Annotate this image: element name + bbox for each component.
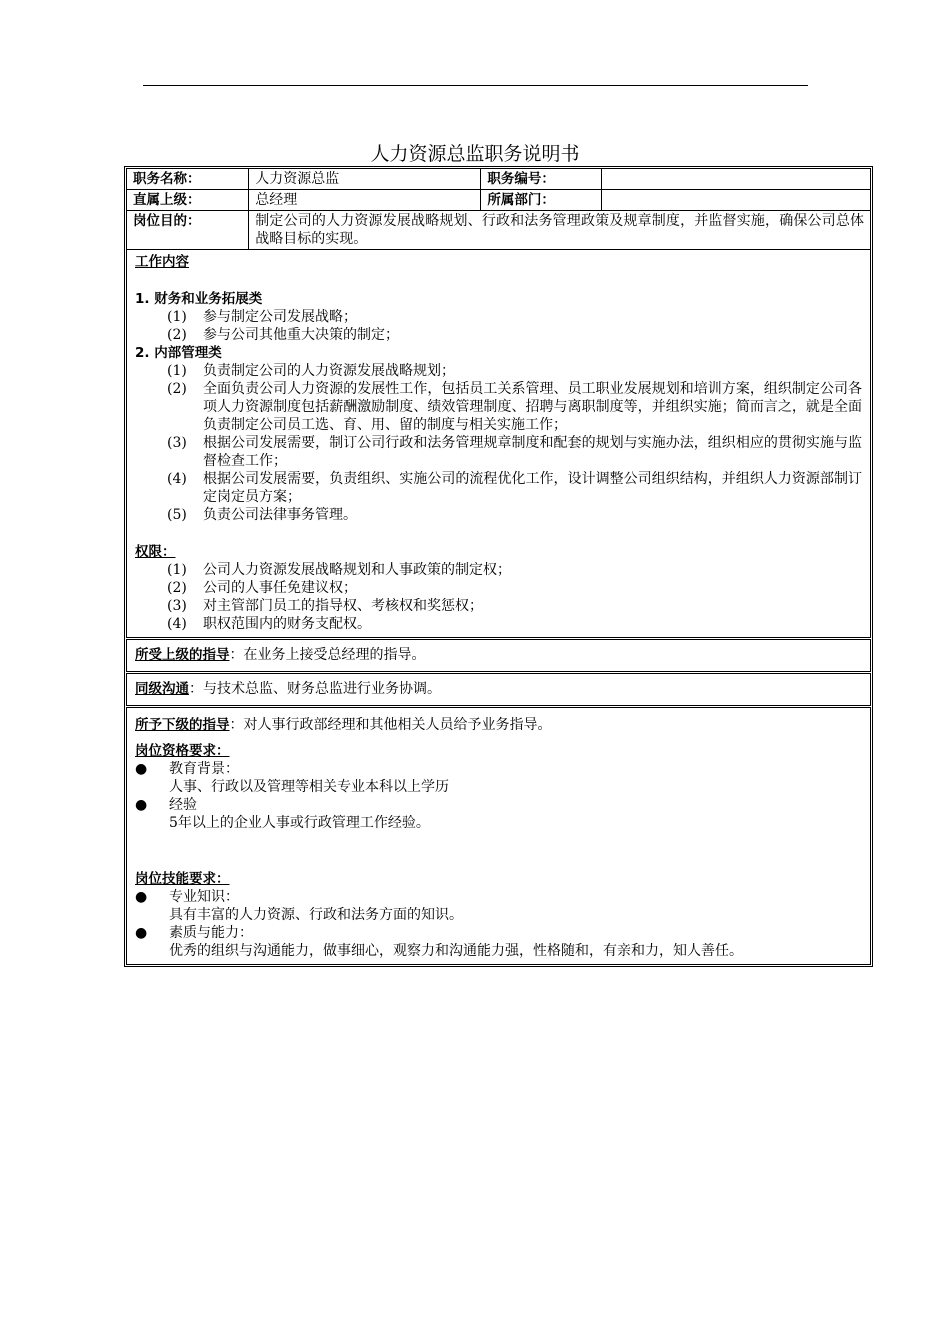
superior-label: 所受上级的指导 <box>135 647 230 663</box>
header-rule <box>143 85 808 86</box>
peer-text: ：与技术总监、财务总监进行业务协调。 <box>189 681 441 697</box>
job-description-form <box>124 166 873 967</box>
value-supervisor: 总经理 <box>249 190 481 211</box>
list-item: (4) 根据公司发展需要，负责组织、实施公司的流程优化工作，设计调整公司组织结构，并组织人力资源部制订定岗定员方案； <box>167 471 862 505</box>
value-department <box>601 190 870 211</box>
qualification-heading: 岗位资格要求： <box>135 743 230 759</box>
value-job-title: 人力资源总监 <box>249 169 481 190</box>
bullet-icon: ● <box>135 797 148 813</box>
bullet-detail: 具有丰富的人力资源、行政和法务方面的知识。 <box>169 907 463 923</box>
label-supervisor: 直属上级： <box>127 190 249 211</box>
label-department: 所属部门： <box>481 190 601 211</box>
bullet-detail: 5年以上的企业人事或行政管理工作经验。 <box>169 815 430 831</box>
label-job-code: 职务编号： <box>481 169 601 190</box>
list-item: (5) 负责公司法律事务管理。 <box>167 507 357 523</box>
work-content-cell <box>127 250 871 639</box>
superior-row <box>127 639 871 673</box>
peer-row <box>127 673 871 707</box>
list-item: (2) 公司的人事任免建议权； <box>167 580 357 596</box>
form-table <box>126 168 871 965</box>
work-content-heading: 工作内容 <box>135 254 189 270</box>
header-row-2 <box>127 190 871 211</box>
value-job-code <box>601 169 870 190</box>
bullet-detail: 人事、行政以及管理等相关专业本科以上学历 <box>169 779 449 795</box>
label-purpose: 岗位目的： <box>127 211 249 250</box>
purpose-row <box>127 211 871 250</box>
list-item: ● 教育背景： <box>135 761 239 777</box>
list-item: (1) 公司人力资源发展战略规划和人事政策的制定权； <box>167 562 511 578</box>
superior-cell <box>127 639 871 673</box>
list-item: (4) 职权范围内的财务支配权。 <box>167 616 371 632</box>
label-job-title: 职务名称： <box>127 169 249 190</box>
work-content-row <box>127 250 871 639</box>
bullet-icon: ● <box>135 889 148 905</box>
list-item: ● 经验 <box>135 797 197 813</box>
authority-heading: 权限： <box>135 544 176 560</box>
subordinate-text: ：对人事行政部经理和其他相关人员给予业务指导。 <box>229 717 552 733</box>
value-purpose: 制定公司的人力资源发展战略规划、行政和法务管理政策及规章制度，并监督实施，确保公司总体战略目标的实现。 <box>249 211 871 250</box>
requirements-cell <box>127 707 871 965</box>
superior-text: ：在业务上接受总经理的指导。 <box>229 647 426 663</box>
category-finance-title: 1. 财务和业务拓展类 <box>135 291 263 307</box>
bullet-detail: 优秀的组织与沟通能力，做事细心，观察力和沟通能力强，性格随和，有亲和力，知人善任。 <box>169 943 743 959</box>
list-item: ● 专业知识： <box>135 889 239 905</box>
peer-label: 同级沟通 <box>135 681 189 697</box>
category-internal-title: 2. 内部管理类 <box>135 345 222 361</box>
bullet-icon: ● <box>135 925 148 941</box>
list-item: (1) 参与制定公司发展战略； <box>167 309 357 325</box>
bullet-icon: ● <box>135 761 148 777</box>
document-title: 人力资源总监职务说明书 <box>370 143 580 165</box>
list-item: (1) 负责制定公司的人力资源发展战略规划； <box>167 363 455 379</box>
skills-heading: 岗位技能要求： <box>135 871 230 887</box>
list-item: (3) 根据公司发展需要，制订公司行政和法务管理规章制度和配套的规划与实施办法，组织相应的贯彻实施与监督检查工作； <box>167 435 862 469</box>
list-item: (3) 对主管部门员工的指导权、考核权和奖惩权； <box>167 598 483 614</box>
list-item: (2) 全面负责公司人力资源的发展性工作，包括员工关系管理、员工职业发展规划和培训方案，组织制定公司各项人力资源制度包括薪酬激励制度、绩效管理制度、招聘与离职制度等，并组织实施；简而言之，就是全面负责制定公司员工选、育、用、留的制度与相关实施工作； <box>167 381 862 433</box>
header-row-1 <box>127 169 871 190</box>
subordinate-label: 所予下级的指导 <box>135 717 230 733</box>
requirements-row <box>127 707 871 965</box>
peer-cell <box>127 673 871 707</box>
list-item: (2) 参与公司其他重大决策的制定； <box>167 327 399 343</box>
list-item: ● 素质与能力： <box>135 925 253 941</box>
